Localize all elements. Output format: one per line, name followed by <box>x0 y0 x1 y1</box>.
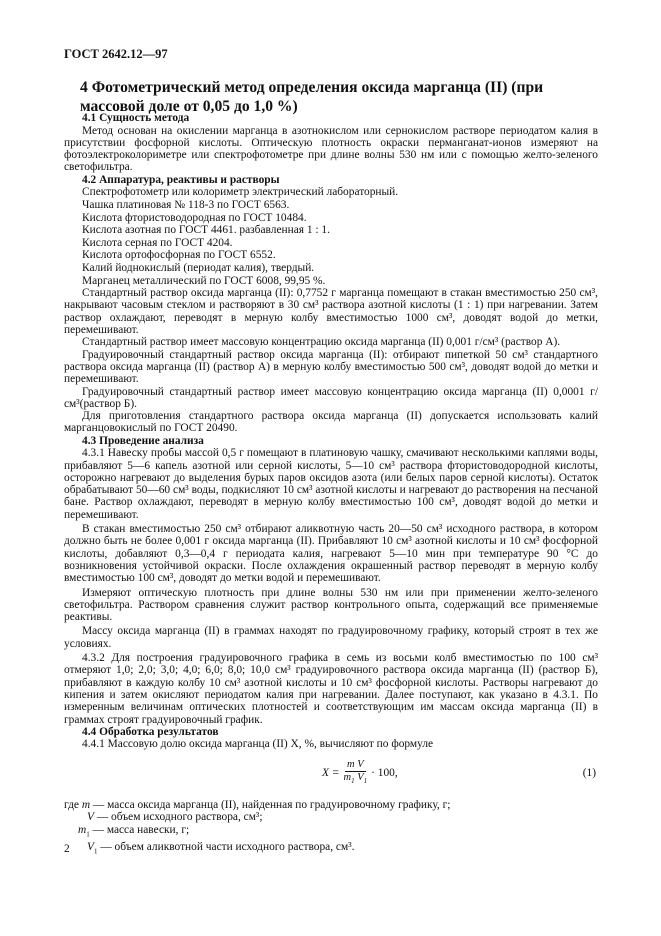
list-item: Кислота ортофосфорная по ГОСТ 6552. <box>82 249 276 262</box>
list-item: Кислота азотная по ГОСТ 4461. разбавленная 1 : 1. <box>82 224 330 237</box>
document-header: ГОСТ 2642.12—97 <box>64 47 168 61</box>
definition-v1: $V_1$ — объем аликвотной части исходного раствора, см³. <box>87 840 355 856</box>
document-body <box>64 112 598 858</box>
section-title: 4 Фотометрический метод определения оксида марганца (II) (при массовой доле от 0,05 до 1,0 %) <box>80 79 544 115</box>
formula-numerator: m V <box>347 758 364 770</box>
formula-fraction <box>344 759 368 787</box>
paragraph: 4.4.1 Массовую долю оксида марганца (II) X, %, вычисляют по формуле <box>82 738 434 751</box>
heading-4-4: 4.4 Обработка результатов <box>82 725 219 738</box>
paragraph: 4.3.1 Навеску пробы массой 0,5 г помещают в платиновую чашку, смачивают несколькими каплями воды, прибавляют 5—6 капель азотной или серной кислоты, 5—10 см³ раствора фтористоводородной кислоты, осторожно нагревают до выделения бурых паров оксидов азота (или белых паров серной кислоты). Остаток обрабатывают 50—60 см³ воды, подкисляют 10 см³ азотной кислоты и нагревают до растворения на песчаной бане. Раствор охлаждают, переводят в мерную колбу вместимостью 100 см³, доводят водой до метки и перемешивают. <box>64 447 598 521</box>
list-item: Кислота фтористоводородная по ГОСТ 10484. <box>82 211 307 224</box>
definition-m1: $m_1$ — масса навески, г; <box>78 823 190 839</box>
formula <box>64 753 598 793</box>
formula-denominator: $m_1$ $V_1$ <box>343 771 368 785</box>
page-number: 2 <box>64 843 70 855</box>
paragraph: Стандартный раствор оксида марганца (II): 0,7752 г марганца помещают в стакан вместимостью 250 см³, накрывают часовым стеклом и растворяют в 30 см³ раствора азотной кислоты (1 : 1) при нагревании. Затем раствор охлаждают, переводят в мерную колбу вместимостью 1000 см³, доводят водой до метки, перемешивают. <box>64 287 598 337</box>
paragraph: Измеряют оптическую плотность при длине волны 530 нм или при применении желто-зеленого светофильтра. Раствором сравнения служит раствор контрольного опыта, содержащий все применяемые реактивы. <box>64 586 598 624</box>
paragraph: В стакан вместимостью 250 см³ отбирают аликвотную часть 20—50 см³ исходного раствора, в котором должно быть не более 0,001 г оксида марганца (II). Прибавляют 10 см³ азотной кислоты и 10 см³ фосфорной кислоты, добавляют 0,3—0,4 г периодата калия, нагревают 5—10 мин при температуре 90 °С до возникновения устойчивой окраски. После охлаждения окрашенный раствор переводят в мерную колбу вместимостью 100 см³, доводят до метки водой и перемешивают. <box>64 523 598 585</box>
paragraph: Градуировочный стандартный раствор оксида марганца (II): отбирают пипеткой 50 см³ стандартного раствора оксида марганца (II) (раствор А) в мерную колбу вместимостью 500 см³, доводят водой до метки и перемешивают. <box>64 348 598 386</box>
list-item: Кислота серная по ГОСТ 4204. <box>82 236 233 249</box>
formula-multiplier: · 100, <box>371 766 398 779</box>
definition-m: где m — масса оксида марганца (II), найденная по градуировочному графику, г; <box>64 798 451 811</box>
paragraph: Градуировочный стандартный раствор имеет массовую концентрацию оксида марганца (II) 0,0001 г/см³(раствор Б). <box>64 385 598 410</box>
definition-v: V — объем исходного раствора, см³; <box>87 811 263 824</box>
paragraph: Метод основан на окислении марганца в азотнокислом или сернокислом растворе периодатом калия в присутствии фосфорной кислоты. Оптическую плотность окраски перманганат-ионов измеряют на фотоэлектроколориметре или спектрофотометре при длине волны 530 нм или с помощью желто-зеленого светофильтра. <box>64 124 598 174</box>
equation-number: (1) <box>582 766 596 779</box>
list-item: Спектрофотометр или колориметр электрический лабораторный. <box>82 186 399 199</box>
heading-4-2: 4.2 Аппаратура, реактивы и растворы <box>82 173 280 186</box>
heading-4-3: 4.3 Проведение анализа <box>82 434 204 447</box>
paragraph: Массу оксида марганца (II) в граммах находят по градуировочному графику, который строят в тех же условиях. <box>64 625 598 650</box>
list-item: Марганец металлический по ГОСТ 6008, 99,95 %. <box>82 274 326 287</box>
paragraph: Стандартный раствор имеет массовую концентрацию оксида марганца (II) 0,001 г/см³ (раствор А). <box>82 336 561 349</box>
list-item: Калий йоднокислый (периодат калия), твердый. <box>82 261 315 274</box>
paragraph: 4.3.2 Для построения градуировочного графика в семь из восьми колб вместимостью по 100 см³ отмеряют 1,0; 2,0; 3,0; 4,0; 6,0; 8,0; 10,0 см³ градуировочного раствора оксида марганца (II) (раствор Б), прибавляют в каждую колбу 10 см³ азотной кислоты и 10 см³ фосфорной кислоты. Растворы нагревают до кипения и затем окисляют периодатом калия при нагревании. Далее поступают, как указано в 4.3.1. По измеренным величинам оптических плотностей и соответствующим им массам оксида марганца (II) в граммах строят градуировочный график. <box>64 652 598 726</box>
heading-4-1: 4.1 Сущность метода <box>82 112 190 124</box>
list-item: Чашка платиновая № 118-3 по ГОСТ 6563. <box>82 198 290 211</box>
variable-definitions <box>64 799 598 858</box>
formula-lhs: X = <box>322 766 340 779</box>
paragraph: Для приготовления стандартного раствора оксида марганца (II) допускается использовать калий марганцовокислый по ГОСТ 20490. <box>64 410 598 435</box>
